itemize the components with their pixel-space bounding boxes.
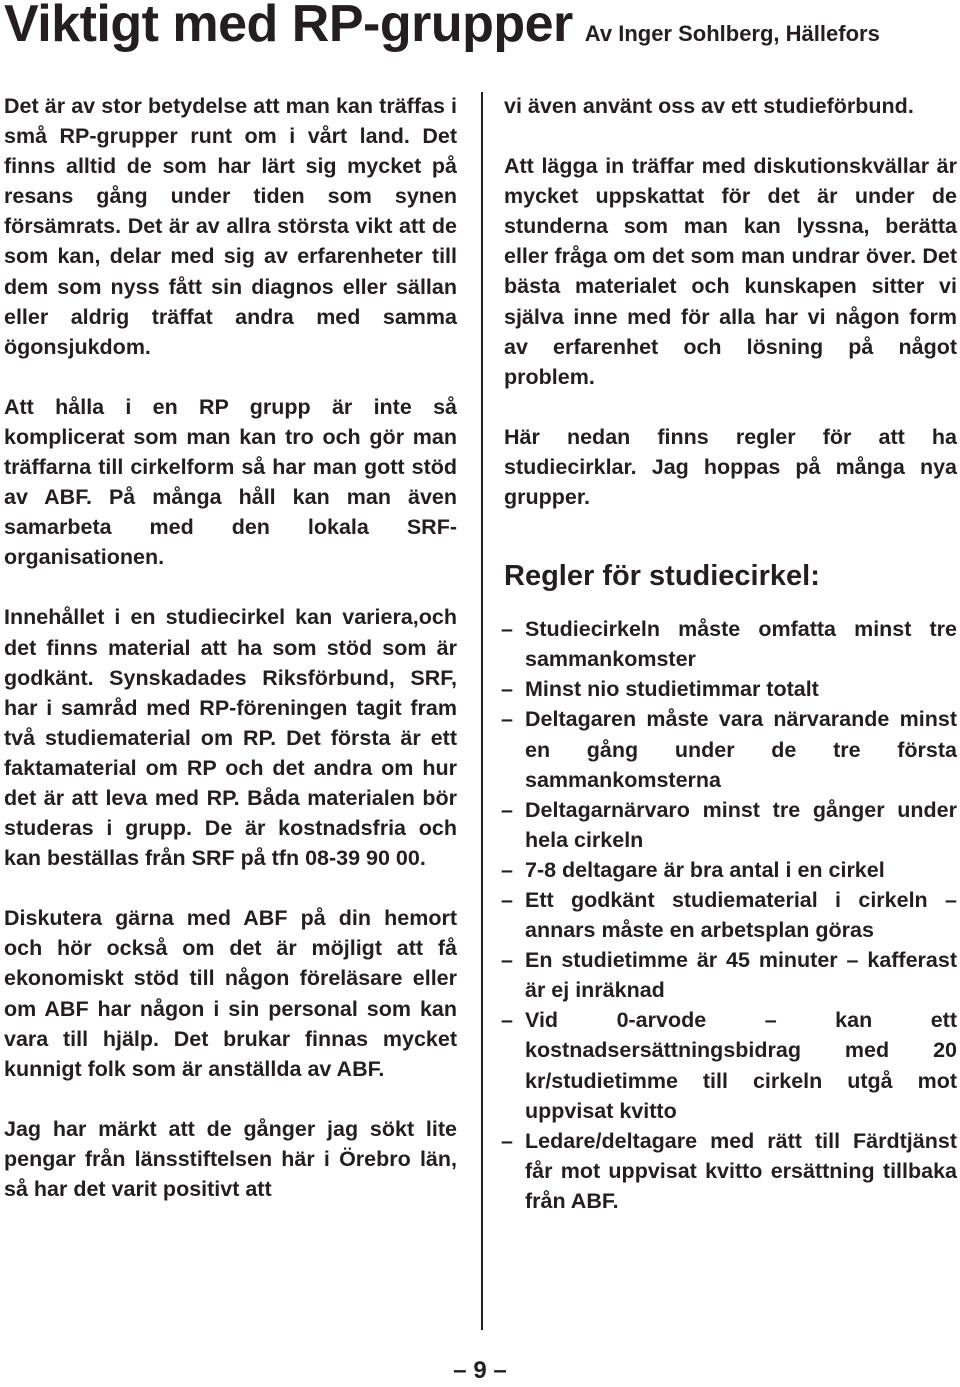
list-item-text: En studietimme är 45 minuter – kafferast är ej inräknad bbox=[525, 948, 957, 1003]
list-item bbox=[501, 795, 957, 855]
left-column bbox=[4, 91, 457, 1234]
list-item-text: Minst nio studietimmar totalt bbox=[525, 677, 819, 702]
body-paragraph: Innehållet i en studiecirkel kan variera,och det finns material att ha som stöd som är godkänt. Synskadades Riksförbund, SRF, har i samråd med RP-föreningen tagit fram två studiematerial om RP. Det första är ett faktamaterial om RP och det andra om hur det är att leva med RP. Båda materialen bör studeras i grupp. De är kostnadsfria och kan beställas från SRF på tfn 08-39 90 00. bbox=[4, 605, 457, 871]
article-title: Viktigt med RP-grupper bbox=[4, 0, 573, 53]
body-paragraph: Jag har märkt att de gånger jag sökt lite pengar från länsstiftelsen här i Örebro län, så har det varit positivt att bbox=[4, 1116, 457, 1201]
list-item bbox=[501, 704, 957, 794]
body-paragraph: Att lägga in träffar med diskutionskvällar är mycket uppskattat för det är under de stunderna som man kan lyssna, berätta eller fråga om det som man undrar över. Det bästa materialet och kunskapen sitter vi själva inne med för alla har vi någon form av erfarenhet och lösning på något problem. bbox=[504, 154, 957, 389]
list-item bbox=[501, 1126, 957, 1216]
body-paragraph: Här nedan finns regler för att ha studiecirklar. Jag hoppas på många nya grupper. bbox=[504, 424, 957, 510]
list-item bbox=[501, 614, 957, 674]
list-item bbox=[501, 945, 957, 1005]
list-item-text: 7-8 deltagare är bra antal i en cirkel bbox=[525, 857, 885, 882]
dash-bullet-icon: – bbox=[501, 1008, 513, 1033]
list-item-text: Ett godkänt studiematerial i cirkeln – annars måste en arbetsplan göras bbox=[525, 887, 957, 943]
body-paragraph: vi även använt oss av ett studieförbund. bbox=[504, 94, 914, 118]
body-paragraph: Det är av stor betydelse att man kan träffas i små RP-grupper runt om i vårt land. Det finns alltid de som har lärt sig mycket på resans gång under tiden som synen försämrats. Det är av allra största vikt att de som kan, delar med sig av erfarenheter till dem som nyss fått sin diagnos eller sällan eller aldrig träffat andra med samma ögonsjukdom. bbox=[4, 94, 457, 359]
rules-list bbox=[501, 614, 957, 1216]
rules-heading: Regler för studiecirkel: bbox=[504, 560, 820, 593]
dash-bullet-icon: – bbox=[501, 857, 513, 882]
article-header bbox=[4, 0, 880, 54]
page-number: – 9 – bbox=[453, 1357, 507, 1384]
list-item-text: Studiecirkeln måste omfatta minst tre sammankomster bbox=[525, 617, 957, 672]
column-divider bbox=[481, 92, 483, 1330]
list-item bbox=[501, 674, 957, 704]
body-paragraph: Att hålla i en RP grupp är inte så komplicerat som man kan tro och gör man träffarna till cirkelform så har man gott stöd av ABF. På många håll kan man även samarbeta med den lokala SRF-organisationen. bbox=[4, 394, 457, 570]
list-item bbox=[501, 855, 957, 885]
dash-bullet-icon: – bbox=[501, 707, 513, 732]
right-column bbox=[501, 91, 957, 1216]
list-item-text: Ledare/deltagare med rätt till Färdtjänst får mot uppvisat kvitto ersättning tillbaka från ABF. bbox=[525, 1128, 957, 1213]
dash-bullet-icon: – bbox=[501, 948, 513, 973]
dash-bullet-icon: – bbox=[501, 677, 513, 702]
article-byline: Av Inger Sohlberg, Hällefors bbox=[584, 21, 880, 46]
dash-bullet-icon: – bbox=[501, 617, 513, 642]
list-item-text: Deltagarnärvaro minst tre gånger under hela cirkeln bbox=[525, 797, 957, 852]
list-item-text: Deltagaren måste vara närvarande minst en gång under de tre första sammankomsterna bbox=[525, 707, 957, 792]
dash-bullet-icon: – bbox=[501, 887, 513, 912]
dash-bullet-icon: – bbox=[501, 1128, 513, 1153]
dash-bullet-icon: – bbox=[501, 797, 513, 822]
body-paragraph: Diskutera gärna med ABF på din hemort och hör också om det är möjligt att få ekonomiskt stöd till någon föreläsare eller om ABF har någon i sin personal som kan vara till hjälp. Det brukar finnas mycket kunnigt folk som är anställda av ABF. bbox=[4, 906, 457, 1081]
list-item-text: Vid 0-arvode – kan ett kostnadsersättningsbidrag med 20 kr/studietimme till cirkeln utgå mot uppvisat kvitto bbox=[525, 1008, 957, 1123]
list-item bbox=[501, 1005, 957, 1125]
list-item bbox=[501, 885, 957, 945]
